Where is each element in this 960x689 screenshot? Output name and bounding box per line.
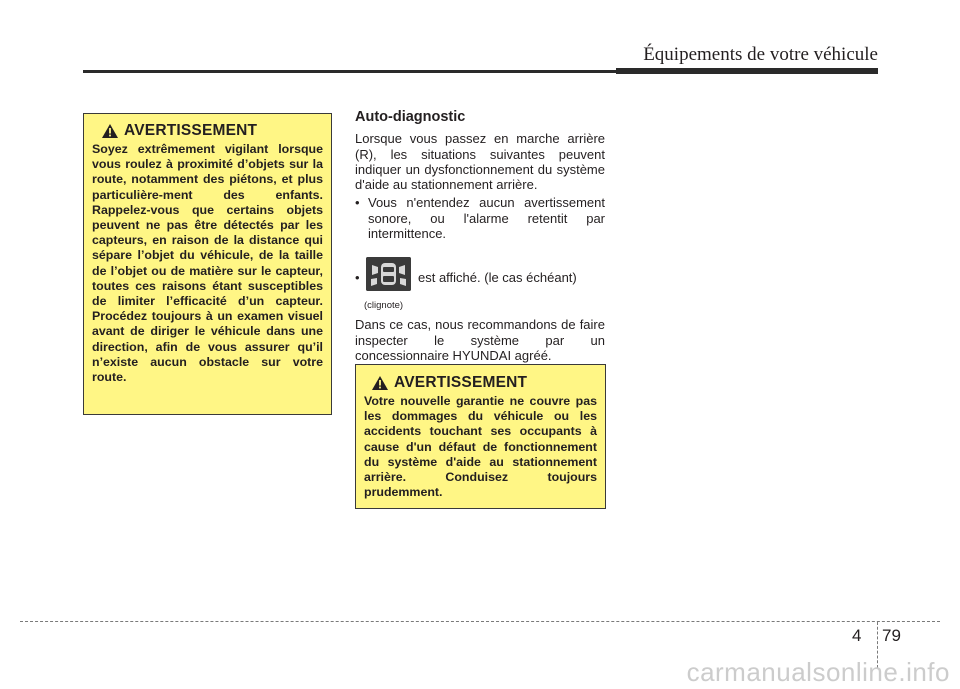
warning-text: Soyez extrêmement vigilant lorsque vous roulez à proximité d’objets sur la route, notamment des piétons, et plus particulière-ment des enfants. Rappelez-vous que certains objets peuvent ne pas être détectés par les capteurs, en raison de la distance qui sépare l’objet du véhicule, de la taille de l’objet ou de matière sur le capteur, toutes ces raisons étant susceptibles de limiter l’efficacité d’un capteur. Procédez toujours à un examen visuel avant de diriger le véhicule dans une direction, afin de vous assurer qu’il n’existe aucun obstacle sur votre route. — [92, 142, 323, 385]
warning-box-warranty — [355, 364, 606, 509]
self-diagnosis-section — [355, 110, 605, 363]
bullet-marker: • — [355, 195, 360, 211]
warning-triangle-icon — [371, 375, 389, 391]
icon-caption: (clignote) — [364, 299, 404, 311]
bullet-marker: • — [355, 270, 360, 286]
watermark: carmanualsonline.info — [686, 657, 950, 687]
warning-triangle-icon — [101, 123, 119, 139]
warning-title: AVERTISSEMENT — [124, 122, 258, 139]
warning-title: AVERTISSEMENT — [394, 374, 528, 391]
page-number: 79 — [882, 626, 901, 645]
warning-header — [371, 374, 597, 392]
bullet-text: Vous n'entendez aucun avertissement sonore, ou l'alarme retentit par intermittence. — [368, 195, 605, 242]
parking-sensor-warning-icon — [366, 257, 411, 291]
header-rule-accent — [616, 68, 878, 74]
warning-text: Votre nouvelle garantie ne couvre pas les dommages du véhicule ou les accidents touchant ses occupants à cause d'un défaut de fonctionnement du système d'aide au stationnement arrière. Conduisez toujours prudemment. — [364, 394, 597, 500]
warning-box-sensors — [83, 113, 332, 415]
section-heading: Auto-diagnostic — [355, 109, 466, 125]
chapter-number: 4 — [852, 626, 862, 645]
parking-sensor-indicator — [366, 257, 418, 313]
footer-rule — [20, 621, 940, 622]
warning-header — [101, 122, 323, 140]
list-item — [355, 257, 605, 311]
section-conclusion: Dans ce cas, nous recommandons de faire inspecter le système par un concessionnaire HYUNDAI agréé. — [355, 317, 605, 363]
page-header-title: Équipements de votre véhicule — [643, 44, 878, 65]
list-item — [355, 195, 605, 241]
bullet-text: est affiché. (le cas échéant) — [418, 270, 577, 286]
section-intro: Lorsque vous passez en marche arrière (R), les situations suivantes peuvent indiquer un dysfonctionnement du système d'aide au stationnement arrière. — [355, 131, 605, 193]
